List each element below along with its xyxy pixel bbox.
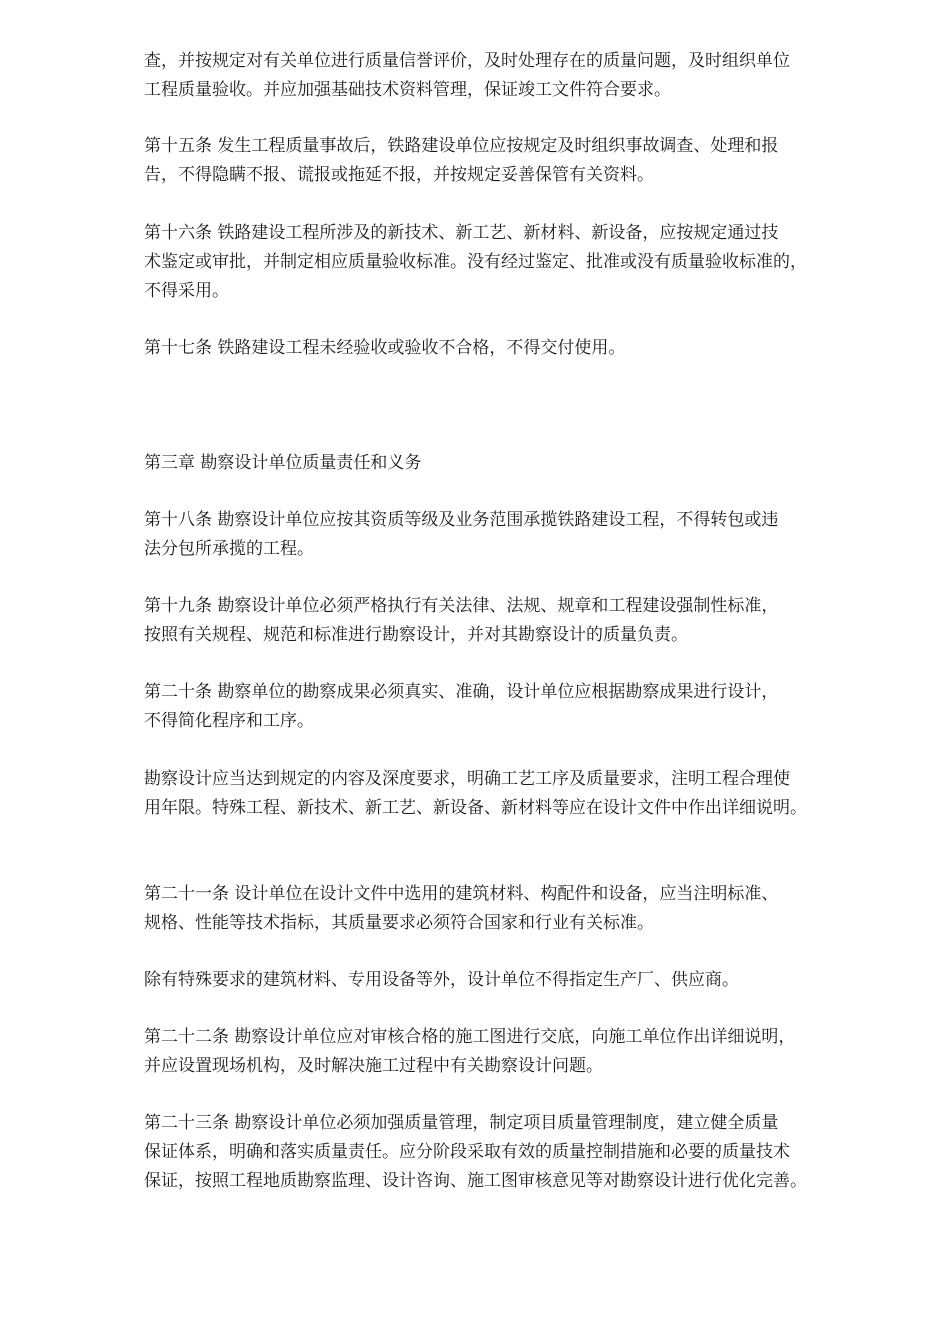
text-line: 告，不得隐瞒不报、谎报或拖延不报，并按规定妥善保管有关资料。 xyxy=(144,165,654,185)
text-line: 除有特殊要求的建筑材料、专用设备等外，设计单位不得指定生产厂、供应商。 xyxy=(144,970,739,990)
text-line: 查，并按规定对有关单位进行质量信誉评价，及时处理存在的质量问题，及时组织单位 xyxy=(144,51,790,71)
text-line: 用年限。特殊工程、新技术、新工艺、新设备、新材料等应在设计文件中作出详细说明。 xyxy=(144,798,807,818)
text-line: 不得采用。 xyxy=(144,281,229,301)
text-line: 第十八条 勘察设计单位应按其资质等级及业务范围承揽铁路建设工程，不得转包或违 xyxy=(144,510,779,530)
article-21 xyxy=(144,880,904,938)
text-line: 第二十二条 勘察设计单位应对审核合格的施工图进行交底，向施工单位作出详细说明， xyxy=(144,1027,796,1047)
article-16 xyxy=(144,219,904,306)
text-line: 第十六条 铁路建设工程所涉及的新技术、新工艺、新材料、新设备，应按规定通过技 xyxy=(144,223,779,243)
survey-design-requirements xyxy=(144,765,904,823)
text-line: 第二十三条 勘察设计单位必须加强质量管理，制定项目质量管理制度，建立健全质量 xyxy=(144,1113,779,1133)
article-15 xyxy=(144,132,904,190)
text-line: 第二十一条 设计单位在设计文件中选用的建筑材料、构配件和设备，应当注明标准、 xyxy=(144,884,779,904)
text-line: 保证体系，明确和落实质量责任。应分阶段采取有效的质量控制措施和必要的质量技术 xyxy=(144,1142,790,1162)
text-line: 规格、性能等技术指标，其质量要求必须符合国家和行业有关标准。 xyxy=(144,913,654,933)
article-19 xyxy=(144,592,904,650)
text-line: 第十九条 勘察设计单位必须严格执行有关法律、法规、规章和工程建设强制性标准， xyxy=(144,596,779,616)
article-17 xyxy=(144,334,904,363)
text-line: 第十五条 发生工程质量事故后，铁路建设单位应按规定及时组织事故调查、处理和报 xyxy=(144,136,779,156)
text-line: 第二十条 勘察单位的勘察成果必须真实、准确，设计单位应根据勘察成果进行设计， xyxy=(144,682,779,702)
text-line: 第十七条 铁路建设工程未经验收或验收不合格，不得交付使用。 xyxy=(144,338,626,358)
text-line: 按照有关规程、规范和标准进行勘察设计，并对其勘察设计的质量负责。 xyxy=(144,625,688,645)
text-line: 并应设置现场机构，及时解决施工过程中有关勘察设计问题。 xyxy=(144,1056,603,1076)
text-line: 术鉴定或审批，并制定相应质量验收标准。没有经过鉴定、批准或没有质量验收标准的， xyxy=(144,252,807,272)
chapter-heading xyxy=(144,449,904,478)
text-line: 保证，按照工程地质勘察监理、设计咨询、施工图审核意见等对勘察设计进行优化完善。 xyxy=(144,1171,807,1191)
article-22 xyxy=(144,1023,904,1081)
chapter-title: 第三章 勘察设计单位质量责任和义务 xyxy=(144,453,422,473)
article-23 xyxy=(144,1109,904,1196)
supplier-restriction xyxy=(144,966,904,995)
text-line: 工程质量验收。并应加强基础技术资料管理，保证竣工文件符合要求。 xyxy=(144,80,671,100)
article-18 xyxy=(144,506,904,564)
article-20 xyxy=(144,678,904,736)
paragraph-continuation xyxy=(144,47,904,105)
text-line: 法分包所承揽的工程。 xyxy=(144,539,314,559)
text-line: 勘察设计应当达到规定的内容及深度要求，明确工艺工序及质量要求，注明工程合理使 xyxy=(144,769,790,789)
text-line: 不得简化程序和工序。 xyxy=(144,711,314,731)
